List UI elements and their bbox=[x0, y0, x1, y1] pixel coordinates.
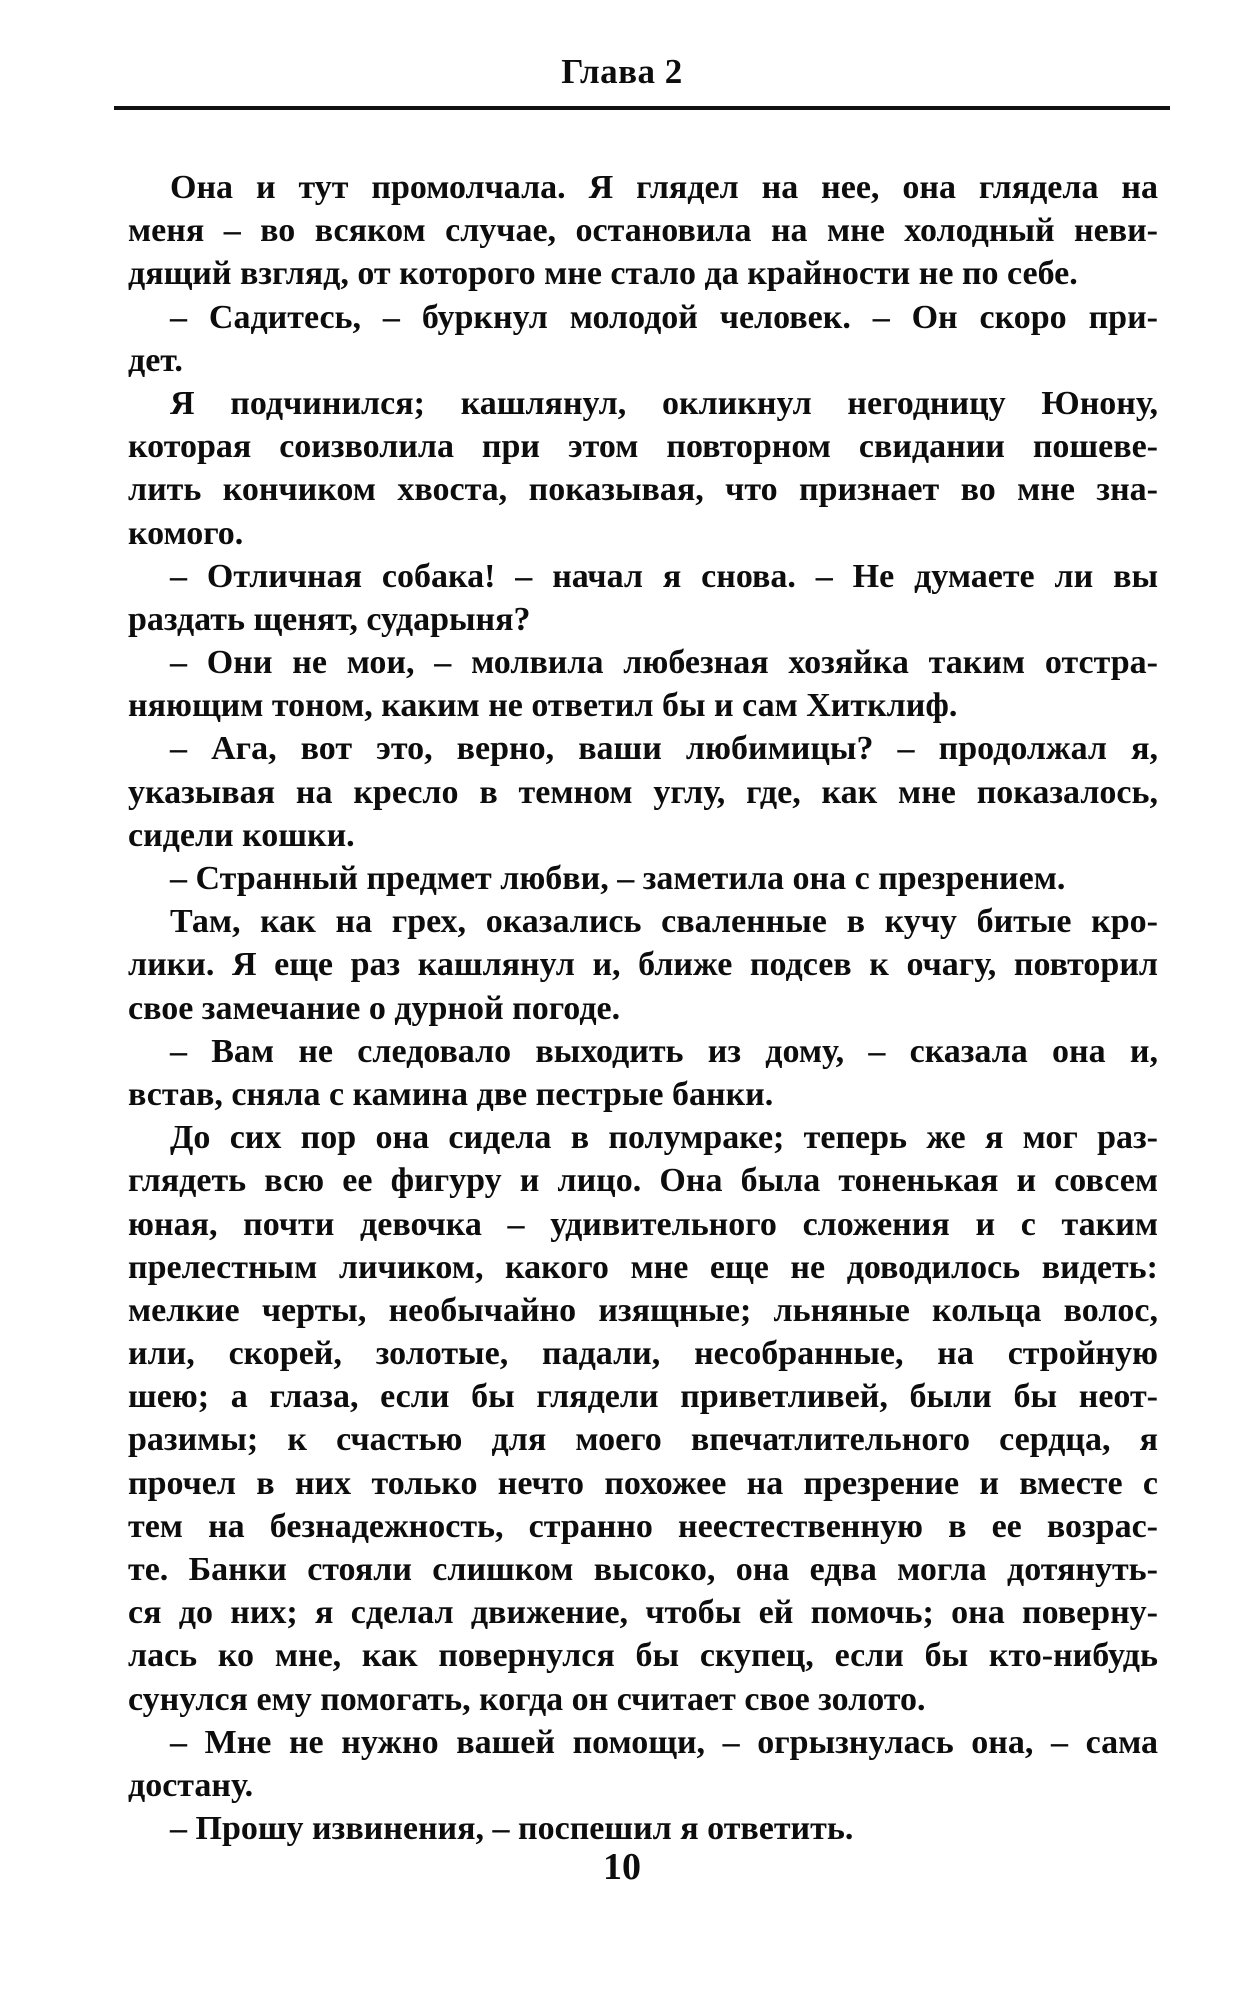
text-line: ся до них; я сделал движение, чтобы ей помочь; она поверну- bbox=[128, 1594, 1158, 1632]
text-line: встав, сняла с камина две пестрые банки. bbox=[128, 1075, 774, 1113]
text-line: – Мне не нужно вашей помощи, – огрызнулась она, – сама bbox=[170, 1723, 1158, 1761]
text-line: Там, как на грех, оказались сваленные в кучу битые кро- bbox=[170, 903, 1158, 941]
header-rule bbox=[114, 106, 1170, 110]
text-line: дящий взгляд, от которого мне стало да крайности не по себе. bbox=[128, 255, 1078, 293]
text-line: Я подчинился; кашлянул, окликнул негодницу Юнону, bbox=[170, 384, 1158, 422]
text-line: – Прошу извинения, – поспешил я ответить. bbox=[170, 1810, 854, 1848]
text-line: – Садитесь, – буркнул молодой человек. – Он скоро при- bbox=[170, 298, 1158, 336]
text-line: тем на безнадежность, странно неестественную в ее возрас- bbox=[128, 1507, 1158, 1545]
text-line: До сих пор она сидела в полумраке; теперь же я мог раз- bbox=[170, 1119, 1158, 1157]
body-text bbox=[128, 166, 1158, 1850]
text-line: няющим тоном, каким не ответил бы и сам Хитклиф. bbox=[128, 687, 958, 725]
text-line: разимы; к счастью для моего впечатлительного сердца, я bbox=[128, 1421, 1158, 1459]
text-line: сунулся ему помогать, когда он считает свое золото. bbox=[128, 1680, 926, 1718]
text-line: лить кончиком хвоста, показывая, что признает во мне зна- bbox=[128, 471, 1158, 509]
text-line: – Отличная собака! – начал я снова. – Не думаете ли вы bbox=[170, 557, 1158, 595]
text-line: дет. bbox=[128, 341, 183, 379]
text-line: мелкие черты, необычайно изящные; льняные кольца волос, bbox=[128, 1291, 1158, 1329]
text-line: те. Банки стояли слишком высоко, она едва могла дотянуть- bbox=[128, 1551, 1158, 1588]
text-line: указывая на кресло в темном углу, где, как мне показалось, bbox=[128, 773, 1158, 811]
text-line: свое замечание о дурной погоде. bbox=[128, 989, 621, 1027]
text-line: шею; а глаза, если бы глядели приветливей, были бы неот- bbox=[128, 1378, 1158, 1416]
text-line: – Странный предмет любви, – заметила она с презрением. bbox=[170, 860, 1066, 897]
text-line: Она и тут промолчала. Я глядел на нее, она глядела на bbox=[170, 169, 1158, 206]
text-line: – Они не мои, – молвила любезная хозяйка таким отстра- bbox=[170, 644, 1158, 682]
text-line: юная, почти девочка – удивительного сложения и с таким bbox=[128, 1205, 1158, 1243]
running-head: Глава 2 bbox=[561, 52, 683, 91]
text-line: прелестным личиком, какого мне еще не доводилось видеть: bbox=[128, 1248, 1158, 1286]
text-line: меня – во всяком случае, остановила на мне холодный неви- bbox=[128, 212, 1158, 250]
page-number: 10 bbox=[603, 1846, 641, 1888]
text-line: – Ага, вот это, верно, ваши любимицы? – продолжал я, bbox=[170, 730, 1158, 768]
text-line: – Вам не следовало выходить из дому, – сказала она и, bbox=[170, 1032, 1158, 1070]
text-line: которая соизволила при этом повторном свидании пошеве- bbox=[128, 428, 1158, 466]
text-line: прочел в них только нечто похожее на презрение и вместе с bbox=[128, 1464, 1158, 1502]
text-line: лась ко мне, как повернулся бы скупец, если бы кто-нибудь bbox=[128, 1637, 1158, 1675]
text-line: достану. bbox=[128, 1766, 254, 1804]
text-line: комого. bbox=[128, 514, 244, 552]
text-line: глядеть всю ее фигуру и лицо. Она была тоненькая и совсем bbox=[128, 1162, 1158, 1200]
text-line: лики. Я еще раз кашлянул и, ближе подсев к очагу, повторил bbox=[128, 946, 1158, 984]
text-line: или, скорей, золотые, падали, несобранные, на стройную bbox=[128, 1335, 1158, 1373]
text-line: раздать щенят, сударыня? bbox=[128, 600, 531, 638]
text-line: сидели кошки. bbox=[128, 816, 355, 854]
